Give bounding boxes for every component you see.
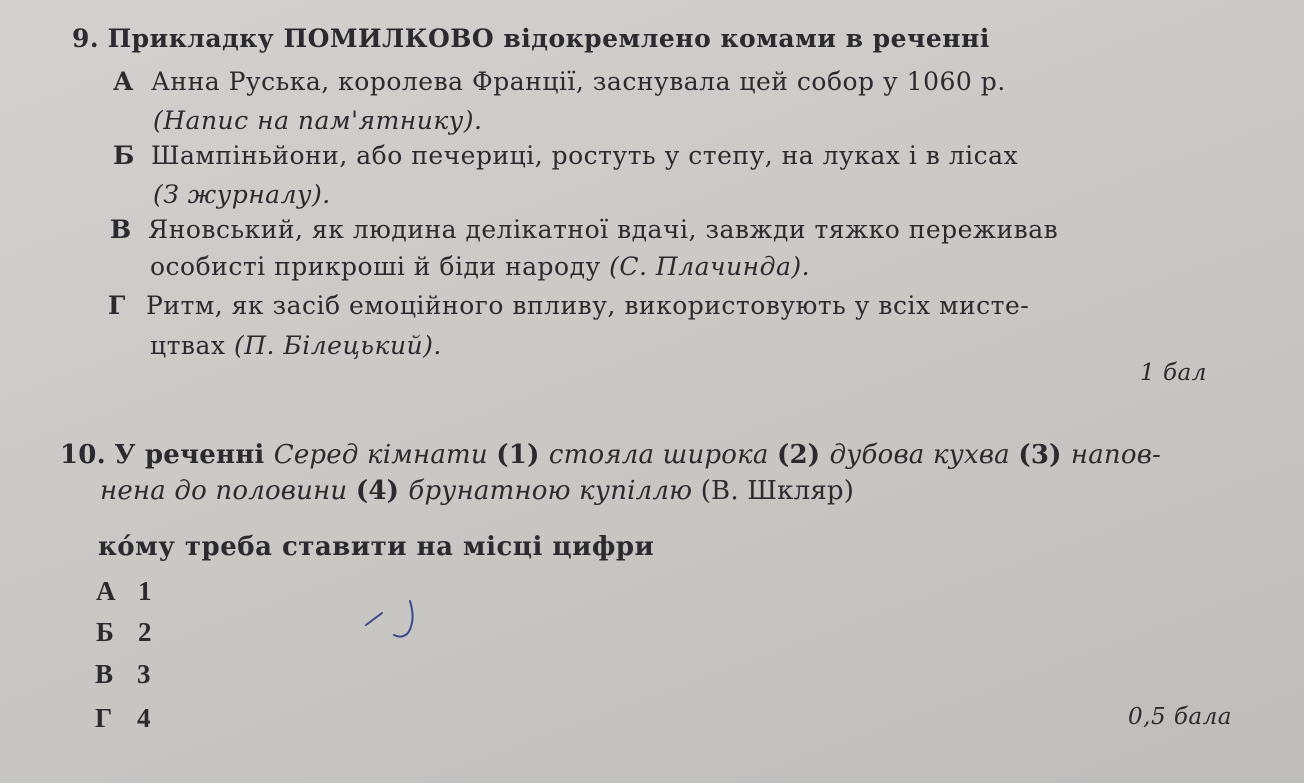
q9-option-d-text2: цтвах: [150, 331, 234, 360]
q10-option-b-letter: Б: [96, 617, 114, 647]
q9-prompt: Прикладку ПОМИЛКОВО відокремлено комами в реченні: [107, 24, 990, 53]
q9-option-b-source: (З журналу).: [153, 180, 331, 209]
q10-lead: У реченні: [114, 440, 274, 470]
q10-option-d-letter: Г: [95, 703, 113, 733]
q9-option-c-text2: особисті прикроші й біди народу: [150, 252, 610, 281]
q9-option-c-text: Яновський, як людина делікатної вдачі, завжди тяжко переживав: [148, 215, 1059, 244]
q10-sentence-part4: напов-: [1070, 440, 1162, 470]
q10-marker-3: (3): [1018, 440, 1071, 470]
q10-line1: [60, 440, 1161, 470]
q10-author: (В. Шкляр): [700, 476, 855, 506]
q9-option-c-line1: [110, 215, 1058, 244]
q10-sentence-part2: стояла широка: [548, 440, 778, 470]
q10-marker-2: (2): [777, 440, 830, 470]
q9-header: [72, 24, 990, 53]
q9-option-a-source: (Напис на пам'ятнику).: [153, 106, 483, 135]
q10-number: 10.: [60, 440, 106, 470]
q10-option-b-value: 2: [138, 617, 152, 647]
q10-sentence-part5: нена до половини: [100, 476, 356, 506]
q10-sentence-part6: брунатною купіллю: [408, 476, 701, 506]
q10-question: кóму треба ставити на місці цифри: [98, 532, 655, 562]
q9-option-b-letter: Б: [113, 141, 135, 170]
q10-option-b: [96, 617, 152, 648]
q9-option-d-source: (П. Білецький).: [233, 331, 442, 360]
q9-option-a-letter: А: [113, 67, 134, 96]
q9-option-d-line1: [108, 291, 1029, 320]
q9-option-b-text: Шампіньйони, або печериці, ростуть у степу, на луках і в лісах: [151, 141, 1019, 170]
pen-scribble-icon: [360, 595, 430, 645]
q10-option-d: [95, 703, 151, 734]
q10-option-a-letter: А: [96, 576, 116, 606]
q10-option-d-value: 4: [137, 703, 151, 733]
q10-marker-4: (4): [355, 476, 409, 506]
q9-score: 1 бал: [1140, 360, 1207, 386]
q10-option-a-value: 1: [138, 576, 152, 606]
q9-option-d-line2: [150, 331, 442, 360]
q10-option-c-value: 3: [137, 659, 151, 689]
q9-option-c-letter: В: [110, 215, 132, 244]
q9-option-c-source: (С. Плачинда).: [609, 252, 811, 281]
q10-sentence-part3: дубова кухва: [829, 440, 1019, 470]
q9-option-b-line1: [113, 141, 1018, 170]
q10-option-c: [95, 659, 151, 690]
q9-option-d-text: Ритм, як засіб емоційного впливу, використовують у всіх мисте-: [146, 291, 1030, 320]
q10-line2: [100, 476, 854, 506]
q10-sentence-part1: Серед кімнати: [273, 440, 497, 470]
q9-number: 9.: [72, 24, 100, 53]
q10-score: 0,5 бала: [1128, 704, 1232, 730]
q10-option-a: [96, 576, 152, 607]
q9-option-a-text: Анна Руська, королева Франції, заснувала цей собор у 1060 р.: [151, 67, 1006, 96]
q10-option-c-letter: В: [95, 659, 114, 689]
q9-option-c-line2: [150, 252, 810, 281]
q9-option-d-letter: Г: [108, 291, 126, 320]
q10-marker-1: (1): [496, 440, 549, 470]
q9-option-a-line1: [113, 67, 1006, 96]
